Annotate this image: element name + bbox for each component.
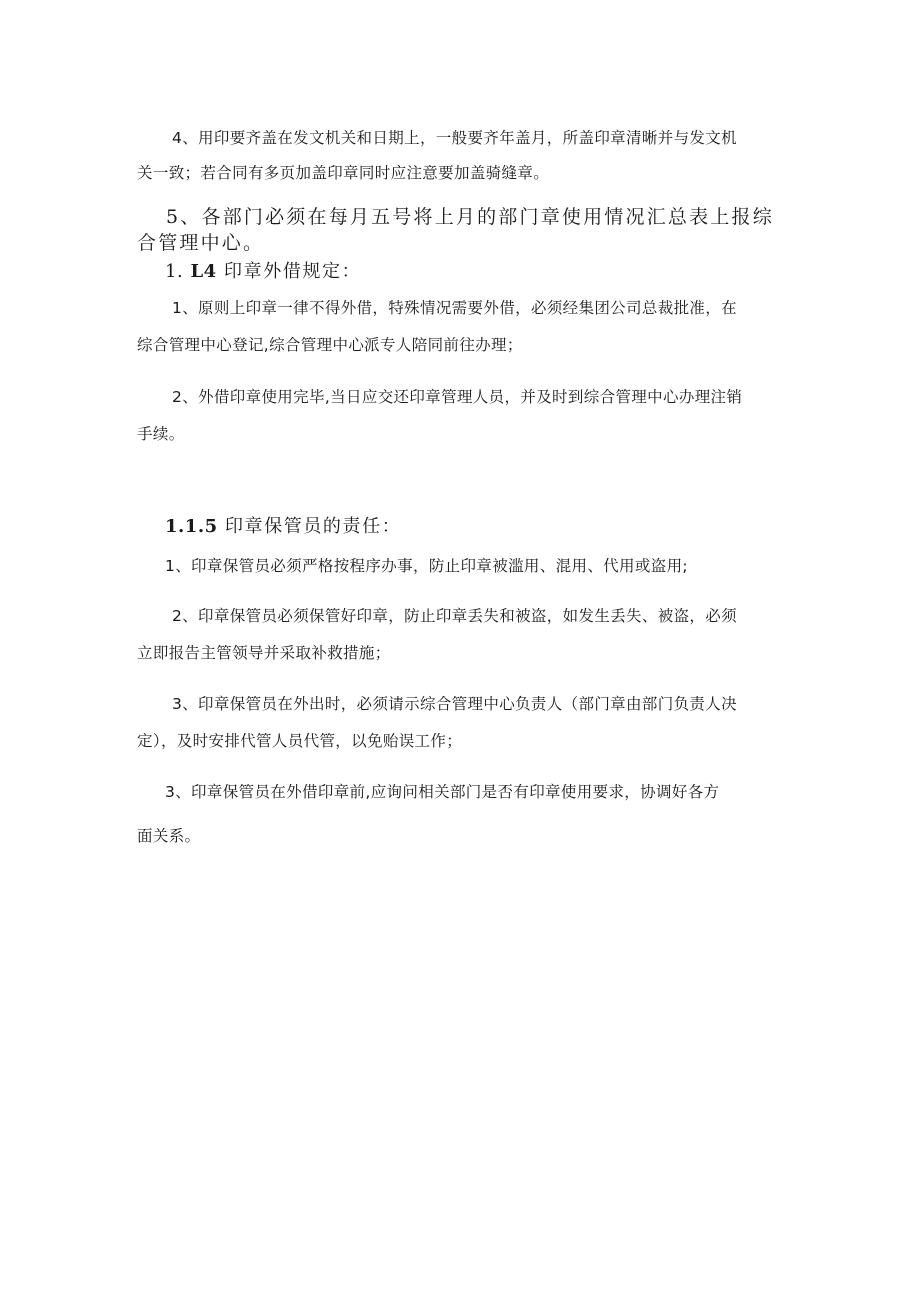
paragraph-duty-inquiry-line-2: 面关系。 — [137, 827, 201, 845]
paragraph-monthly-report-line-2: 合管理中心。 — [137, 232, 265, 254]
paragraph-duty-inquiry-line-1: 3、印章保管员在外借印章前,应询问相关部门是否有印章使用要求，协调好各方 — [165, 783, 720, 801]
paragraph-monthly-report-line-1: 5、各部门必须在每月五号将上月的部门章使用情况汇总表上报综 — [166, 206, 774, 228]
paragraph-duty-procedure: 1、印章保管员必须严格按程序办事，防止印章被滥用、混用、代用或盗用; — [165, 557, 688, 575]
paragraph-lending-return-line-1: 2、外借印章使用完毕,当日应交还印章管理人员，并及时到综合管理中心办理注销 — [172, 388, 743, 406]
paragraph-duty-safekeeping-line-2: 立即报告主管领导并采取补救措施； — [137, 644, 391, 662]
section-heading-title: 印章外借规定： — [224, 261, 362, 282]
section-heading-number: 1.1.5 — [165, 516, 218, 537]
paragraph-lending-approval-line-1: 1、原则上印章一律不得外借，特殊情况需要外借，必须经集团公司总裁批准，在 — [172, 299, 737, 317]
section-heading-title: 印章保管员的责任： — [224, 516, 402, 537]
section-heading-seal-lending — [165, 260, 361, 284]
paragraph-lending-approval-line-2: 综合管理中心登记,综合管理中心派专人陪同前往办理； — [137, 336, 523, 354]
paragraph-duty-absence-line-1: 3、印章保管员在外出时，必须请示综合管理中心负责人（部门章由部门负责人决 — [172, 695, 737, 713]
paragraph-seal-placement-line-2: 关一致；若合同有多页加盖印章同时应注意要加盖骑缝章。 — [137, 164, 550, 182]
paragraph-lending-return-line-2: 手续。 — [137, 425, 185, 443]
section-heading-number: L4 — [190, 261, 217, 282]
section-heading-keeper-duties — [165, 515, 401, 539]
paragraph-seal-placement-line-1: 4、用印要齐盖在发文机关和日期上，一般要齐年盖月，所盖印章清晰并与发文机 — [172, 129, 737, 147]
paragraph-duty-absence-line-2: 定），及时安排代管人员代管，以免贻误工作； — [137, 732, 463, 750]
section-heading-prefix: 1. — [165, 261, 184, 282]
paragraph-duty-safekeeping-line-1: 2、印章保管员必须保管好印章，防止印章丢失和被盗，如发生丢失、被盗，必须 — [172, 607, 737, 625]
